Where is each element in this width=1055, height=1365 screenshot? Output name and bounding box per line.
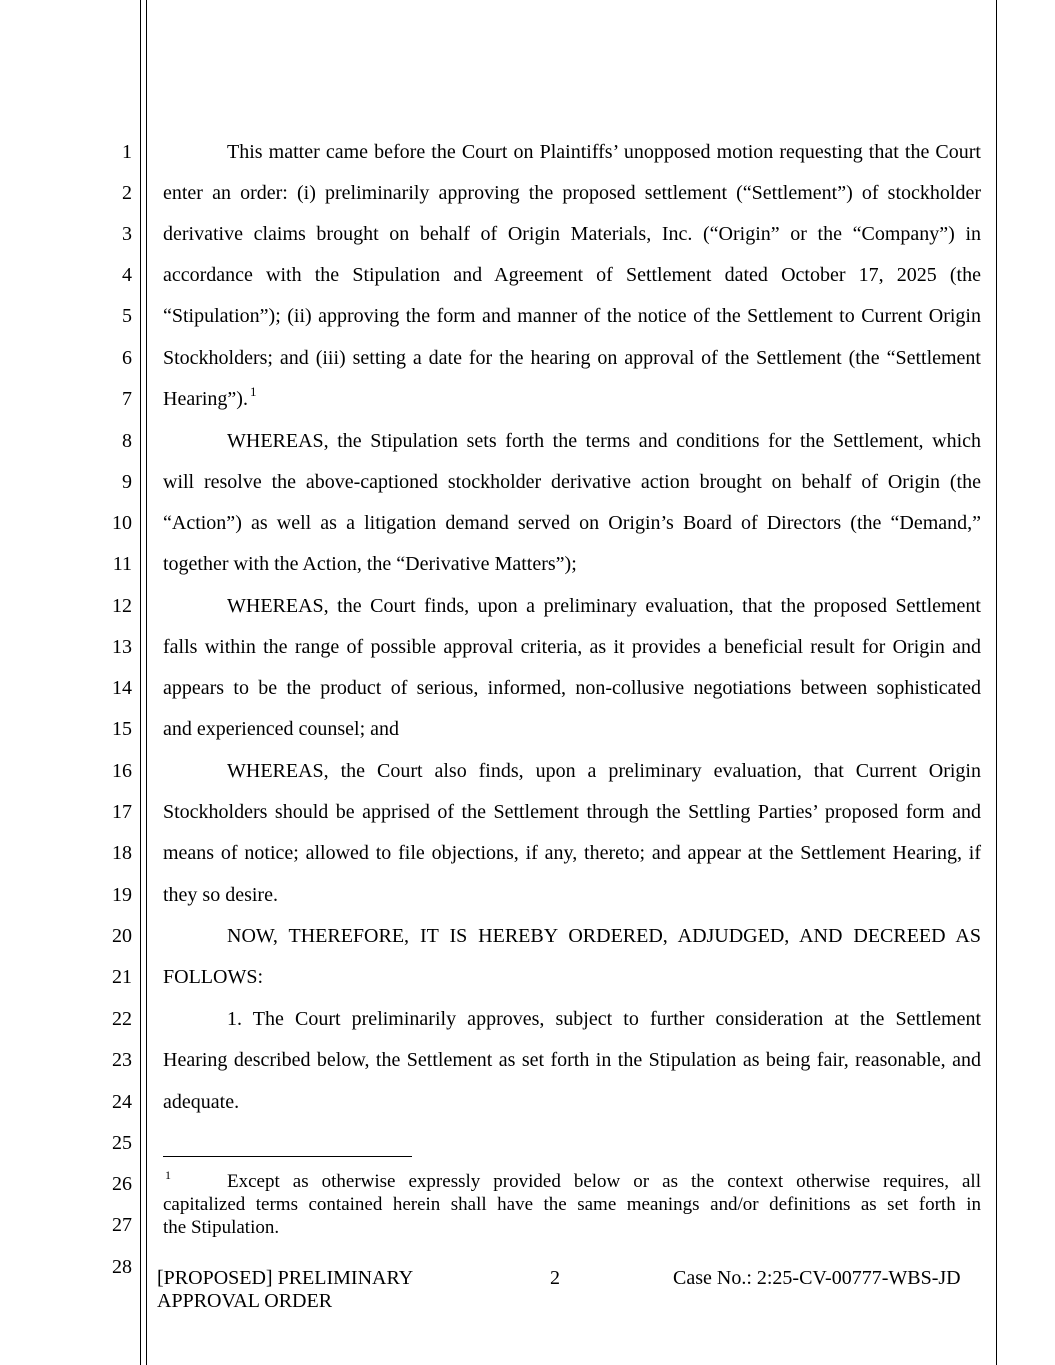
body-line: Stockholders should be apprised of the Settlement through the Settling Parties’ proposed form and xyxy=(163,801,981,823)
line-number: 10 xyxy=(112,512,132,534)
body-line: falls within the range of possible approval criteria, as it provides a beneficial result for Origin and xyxy=(163,636,981,658)
left-margin-rule-inner xyxy=(146,0,147,1365)
line-number: 6 xyxy=(122,347,132,369)
left-margin-rule-outer xyxy=(140,0,141,1365)
body-line: 1. The Court preliminarily approves, subject to further consideration at the Settlement xyxy=(227,1008,981,1030)
line-number: 8 xyxy=(122,430,132,452)
body-line: Stockholders; and (iii) setting a date for the hearing on approval of the Settlement (the “Settlement xyxy=(163,347,981,369)
footer-title-line: [PROPOSED] PRELIMINARY xyxy=(157,1267,414,1289)
footnote-separator xyxy=(163,1156,412,1157)
body-line: they so desire. xyxy=(163,884,278,906)
line-number: 28 xyxy=(112,1256,132,1278)
line-number: 9 xyxy=(122,471,132,493)
body-line: NOW, THEREFORE, IT IS HEREBY ORDERED, ADJUDGED, AND DECREED AS xyxy=(227,925,981,947)
body-line: This matter came before the Court on Plaintiffs’ unopposed motion requesting that the Court xyxy=(227,141,981,163)
body-line: and experienced counsel; and xyxy=(163,718,400,740)
footer-document-title xyxy=(157,1267,413,1313)
line-number: 7 xyxy=(122,388,132,410)
body-line: accordance with the Stipulation and Agreement of Settlement dated October 17, 2025 (the xyxy=(163,264,981,286)
body-line: enter an order: (i) preliminarily approving the proposed settlement (“Settlement”) of stockholder xyxy=(163,182,981,204)
line-number: 2 xyxy=(122,182,132,204)
body-line xyxy=(163,384,981,410)
footer-page-number: 2 xyxy=(550,1267,560,1289)
line-number: 27 xyxy=(112,1214,132,1236)
line-number: 12 xyxy=(112,595,132,617)
body-line-text: Hearing”). xyxy=(163,388,248,410)
footer-title-line: APPROVAL ORDER xyxy=(157,1290,333,1312)
body-line: WHEREAS, the Court finds, upon a preliminary evaluation, that the proposed Settlement xyxy=(227,595,981,617)
line-number: 1 xyxy=(122,141,132,163)
body-line: will resolve the above-captioned stockholder derivative action brought on behalf of Origin (the xyxy=(163,471,981,493)
line-number: 3 xyxy=(122,223,132,245)
line-number: 20 xyxy=(112,925,132,947)
footnote-line: the Stipulation. xyxy=(163,1217,280,1238)
line-number: 24 xyxy=(112,1091,132,1113)
line-number: 17 xyxy=(112,801,132,823)
line-number: 13 xyxy=(112,636,132,658)
body-line: means of notice; allowed to file objections, if any, thereto; and appear at the Settlement Hearing, if xyxy=(163,842,981,864)
body-line: Hearing described below, the Settlement as set forth in the Stipulation as being fair, reasonable, and xyxy=(163,1049,981,1071)
body-line: together with the Action, the “Derivative Matters”); xyxy=(163,553,577,575)
line-number: 4 xyxy=(122,264,132,286)
line-number: 5 xyxy=(122,305,132,327)
body-line: “Stipulation”); (ii) approving the form and manner of the notice of the Settlement to Current Origin xyxy=(163,305,981,327)
body-line: WHEREAS, the Stipulation sets forth the terms and conditions for the Settlement, which xyxy=(227,430,981,452)
line-number: 23 xyxy=(112,1049,132,1071)
line-number: 21 xyxy=(112,966,132,988)
footnote-mark: 1 xyxy=(165,1168,171,1182)
body-line: appears to be the product of serious, informed, non-collusive negotiations between sophisticated xyxy=(163,677,981,699)
line-number: 14 xyxy=(112,677,132,699)
body-line: “Action”) as well as a litigation demand served on Origin’s Board of Directors (the “Demand,” xyxy=(163,512,981,534)
body-line: derivative claims brought on behalf of Origin Materials, Inc. (“Origin” or the “Company”) in xyxy=(163,223,981,245)
footer-case-number: Case No.: 2:25-CV-00777-WBS-JD xyxy=(673,1267,961,1289)
line-number: 19 xyxy=(112,884,132,906)
body-line: adequate. xyxy=(163,1091,240,1113)
line-number: 15 xyxy=(112,718,132,740)
footnote-line: capitalized terms contained herein shall have the same meanings and/or definitions as set forth in xyxy=(163,1194,981,1215)
line-number: 16 xyxy=(112,760,132,782)
line-number: 18 xyxy=(112,842,132,864)
line-number: 25 xyxy=(112,1132,132,1154)
footnote-reference: 1 xyxy=(249,384,257,399)
body-line: WHEREAS, the Court also finds, upon a preliminary evaluation, that Current Origin xyxy=(227,760,981,782)
body-line: FOLLOWS: xyxy=(163,966,263,988)
right-margin-rule xyxy=(996,0,997,1365)
footnote-line: Except as otherwise expressly provided below or as the context otherwise requires, all xyxy=(227,1171,981,1192)
line-number: 22 xyxy=(112,1008,132,1030)
line-number: 11 xyxy=(112,553,132,575)
line-number: 26 xyxy=(112,1173,132,1195)
